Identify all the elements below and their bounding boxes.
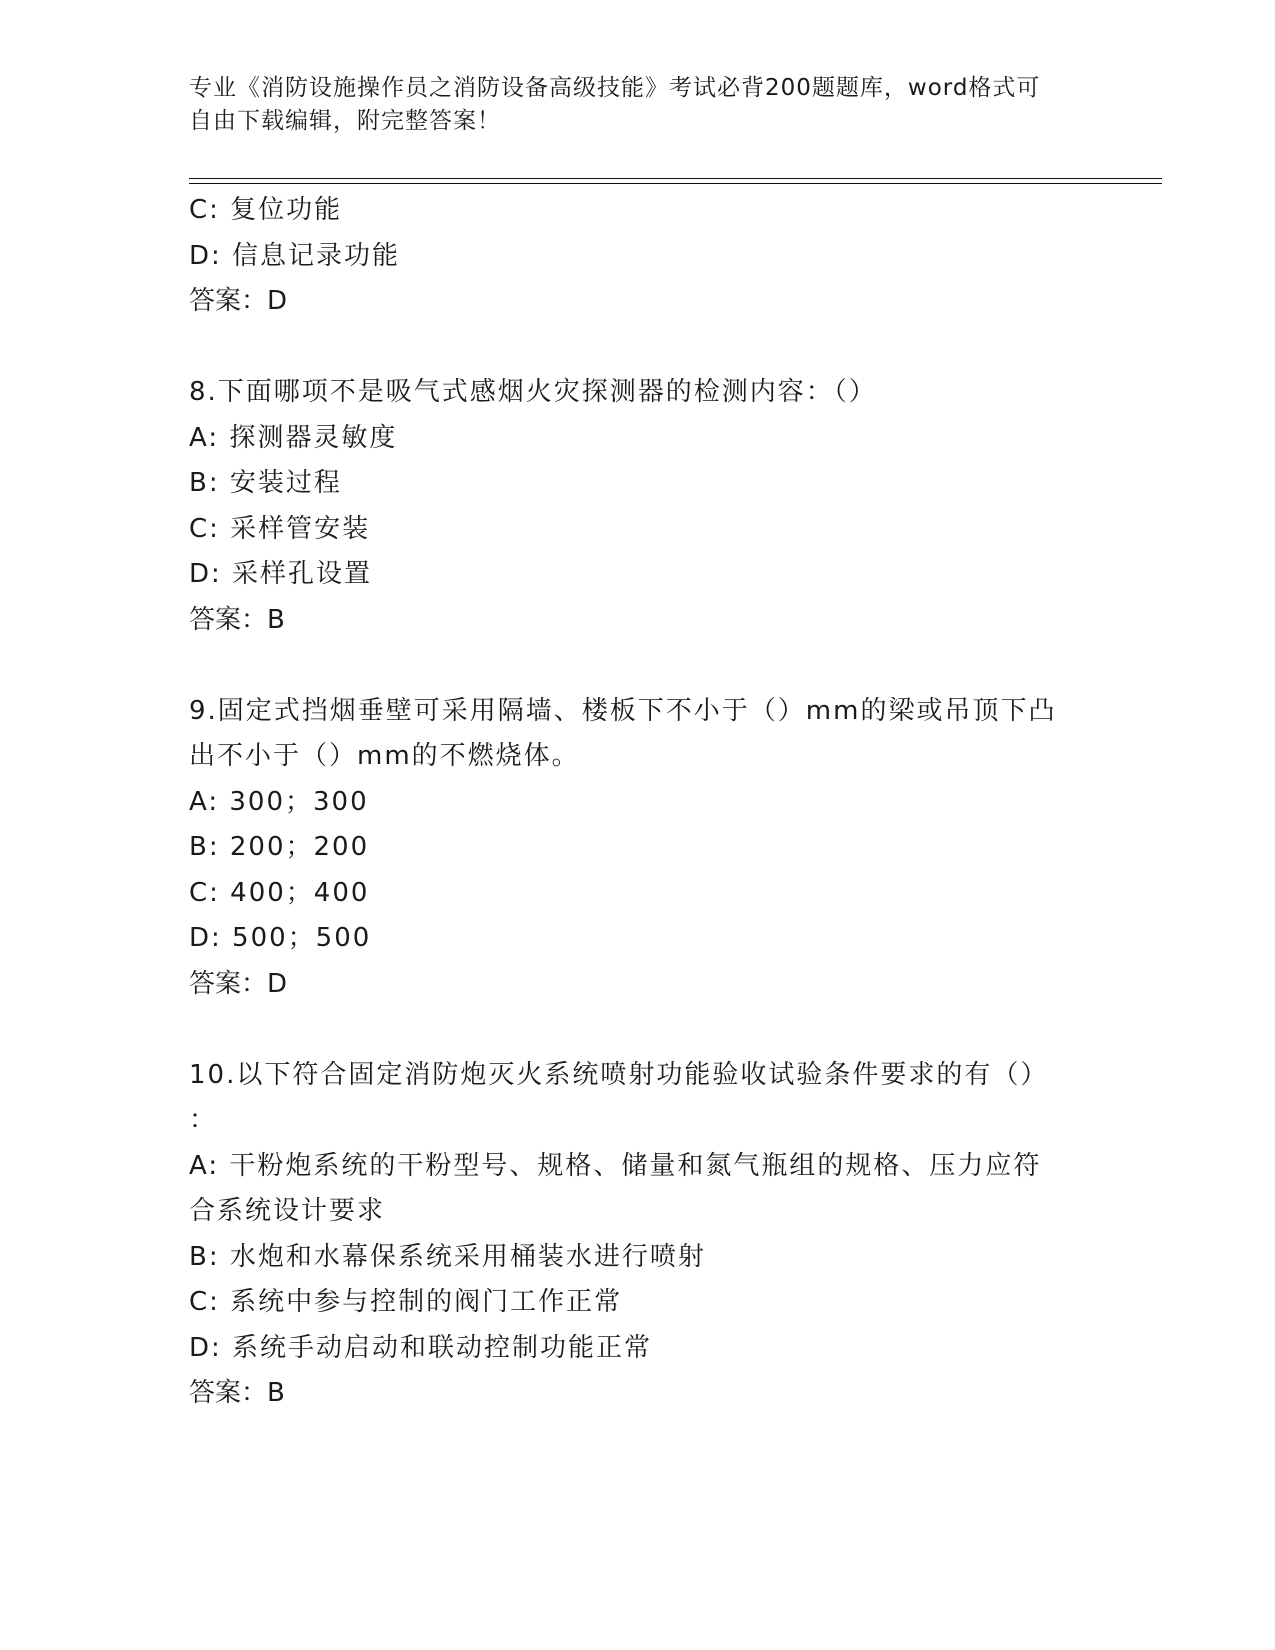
answer-label: 答案：B: [189, 604, 285, 635]
header-divider-bottom: [189, 183, 1162, 184]
option-a: A: 探测器灵敏度: [189, 422, 398, 453]
option-d: D: 系统手动启动和联动控制功能正常: [189, 1332, 653, 1363]
header-divider-top: [189, 178, 1162, 179]
answer-label: 答案：B: [189, 1378, 285, 1408]
question-list: [189, 188, 1089, 1417]
spacer: [189, 325, 1089, 371]
option-d: D: 500；500: [189, 923, 372, 953]
option-c: C: 复位功能: [189, 195, 343, 225]
header-title-line-2: 自由下载编辑，附完整答案！: [189, 108, 501, 134]
question-10-block: [189, 1053, 1089, 1417]
question-text-line-2: ：: [189, 1105, 218, 1135]
option-c: C: 采样管安装: [189, 513, 371, 544]
option-b: B: 200；200: [189, 832, 370, 862]
spacer: [189, 643, 1089, 689]
option-a: A: 300；300: [189, 786, 369, 817]
option-d: D: 信息记录功能: [189, 240, 401, 271]
question-text: 8.下面哪项不是吸气式感烟火灾探测器的检测内容：（）: [189, 377, 877, 407]
option-b: B: 水炮和水幕保系统采用桶装水进行喷射: [189, 1241, 706, 1272]
question-8-block: [189, 370, 1089, 643]
answer-label: 答案：D: [189, 968, 288, 999]
option-c: C: 系统中参与控制的阀门工作正常: [189, 1287, 623, 1317]
question-9-block: [189, 689, 1089, 1008]
answer-label: 答案：D: [189, 286, 288, 316]
spacer: [189, 1007, 1089, 1053]
option-c: C: 400；400: [189, 877, 370, 908]
question-text-line-1: 9.固定式挡烟垂壁可采用隔墙、楼板下不小于（）mm的梁或吊顶下凸: [189, 695, 1057, 726]
document-header: [189, 72, 1089, 138]
option-a-line-1: A: 干粉炮系统的干粉型号、规格、储量和氮气瓶组的规格、压力应符: [189, 1150, 1042, 1181]
question-7-block: [189, 188, 1089, 325]
question-text-line-2: 出不小于（）mm的不燃烧体。: [189, 741, 580, 771]
option-d: D: 采样孔设置: [189, 559, 373, 589]
question-text-line-1: 10.以下符合固定消防炮灭火系统喷射功能验收试验条件要求的有（）: [189, 1059, 1049, 1090]
option-a-line-2: 合系统设计要求: [189, 1196, 386, 1226]
header-title-line-1: 专业《消防设施操作员之消防设备高级技能》考试必背200题题库，word格式可: [189, 75, 1041, 101]
option-b: B: 安装过程: [189, 468, 342, 498]
